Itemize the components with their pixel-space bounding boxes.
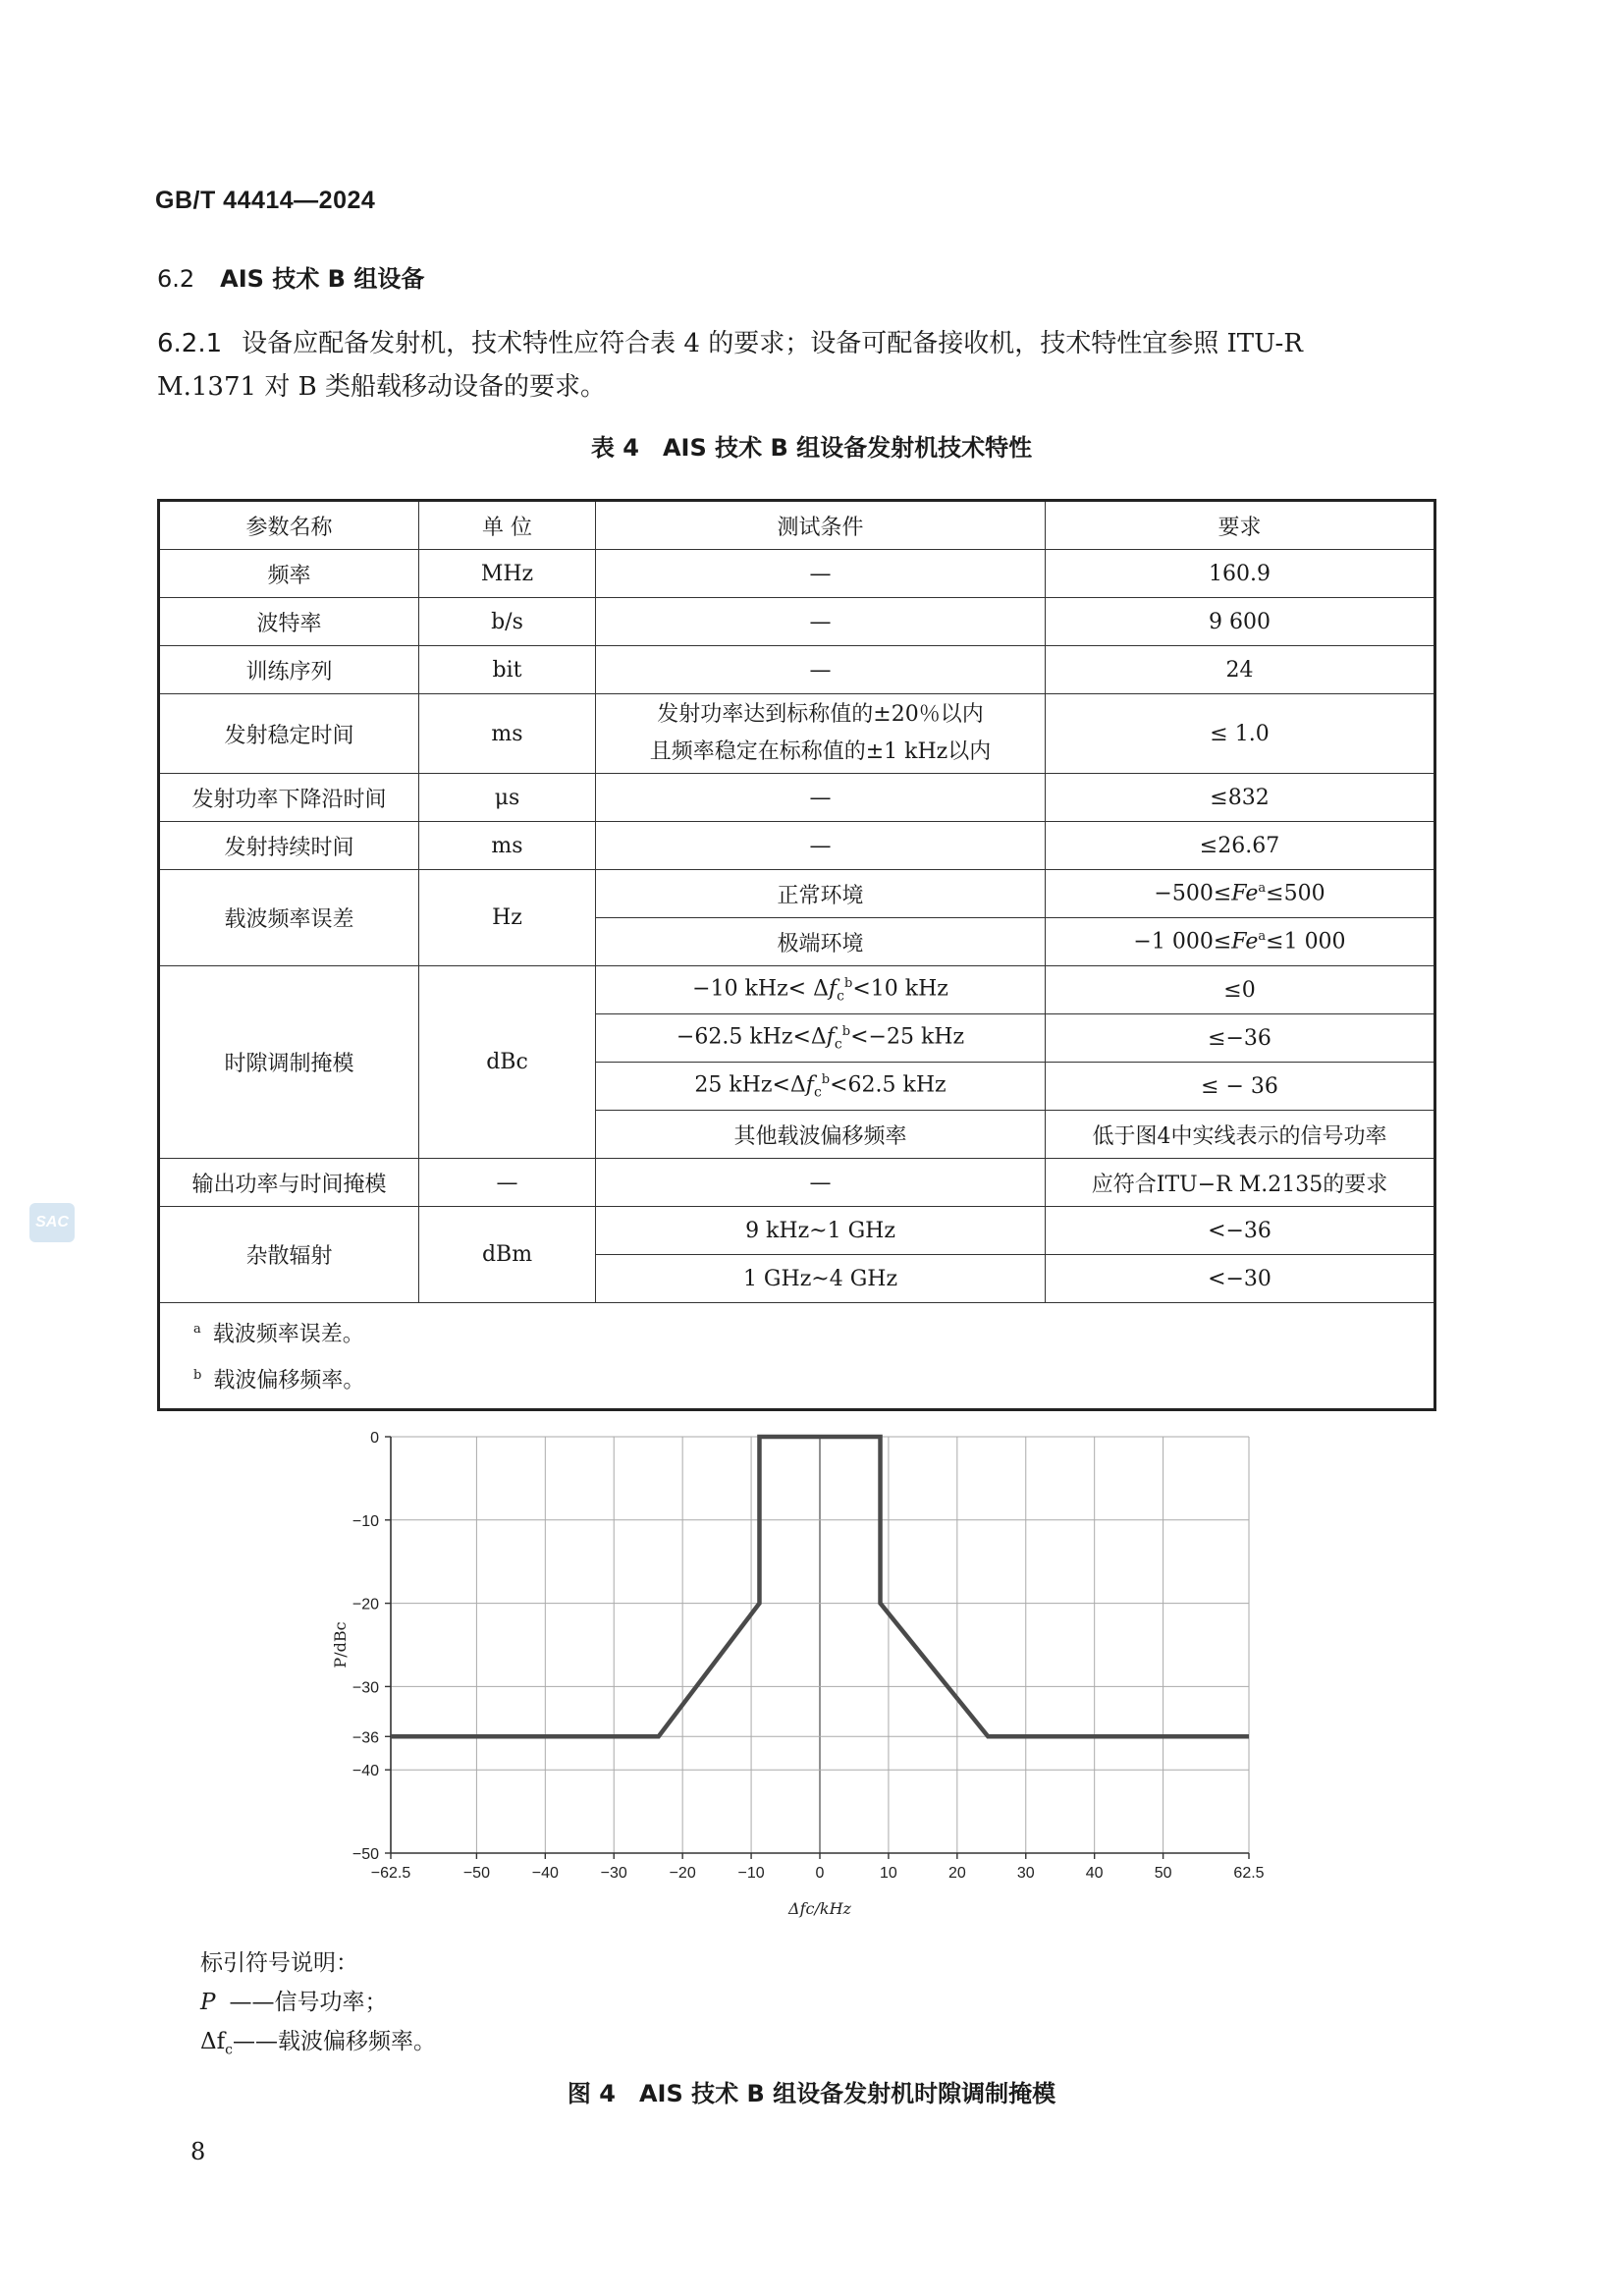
condition-line-2: 且频率稳定在标称值的±1 kHz以内 [649,739,992,764]
y-tick-label: −20 [352,1596,379,1613]
cell-param: 训练序列 [159,646,419,694]
cell-param: 发射稳定时间 [159,694,419,774]
legend-desc: ——载波偏移频率。 [232,2029,436,2054]
cell-unit: MHz [419,550,596,598]
header-condition: 测试条件 [596,501,1046,550]
x-tick-label: −40 [531,1865,559,1882]
x-tick-label: −50 [462,1865,490,1882]
table-row [159,694,1435,774]
cell-unit: ms [419,694,596,774]
table-row [159,646,1435,694]
header-param: 参数名称 [159,501,419,550]
table-row [159,822,1435,870]
cell-unit: — [419,1159,596,1207]
legend-desc: ——信号功率； [229,1990,388,2015]
cell-condition: −62.5 $kHz<\Delta f_c^b<-25$ kHz [596,1014,1046,1063]
clause-paragraph [157,322,1434,409]
cell-condition: 9 kHz~1 GHz [596,1207,1046,1255]
cell-param: 频率 [159,550,419,598]
cell-requirement: 9 600 [1046,598,1435,646]
cond-suffix: <62.5 kHz [830,1071,947,1097]
cell-unit: ms [419,822,596,870]
cell-requirement: ≤−36 [1046,1014,1435,1063]
y-axis-label: P/dBc [331,1621,350,1668]
cell-param: 发射功率下降沿时间 [159,774,419,822]
table-row [159,598,1435,646]
legend-item-dfc: $\Delta f_c——$载波偏移频率。 [200,2029,436,2058]
cell-requirement: 24 [1046,646,1435,694]
spec-table [157,499,1436,1411]
cell-requirement: $-500\le Fe^a\le 500$ [1046,870,1435,918]
cell-requirement: ≤ 1.0 [1046,694,1435,774]
section-number: 6.2 [157,265,195,293]
cell-requirement: ≤0 [1046,966,1435,1014]
cell-param: 载波频率误差 [159,870,419,966]
cell-param: 时隙调制掩模 [159,966,419,1159]
cond-prefix: −10 kHz< Δ [692,975,829,1001]
x-axis-label: Δfc/kHz [788,1899,851,1918]
y-tick-label: 0 [370,1430,379,1447]
note-text: 载波偏移频率。 [213,1368,365,1394]
cell-requirement: 低于图4中实线表示的信号功率 [1046,1111,1435,1159]
cell-condition: — [596,822,1046,870]
table-row [159,1207,1435,1255]
cell-condition: 25 $kHz<\Delta f_c^b<62.5$ kHz [596,1063,1046,1111]
table-notes-row [159,1303,1435,1410]
cell-requirement: ≤832 [1046,774,1435,822]
note-mark: a [193,1322,201,1337]
section-heading [157,259,424,294]
cell-condition: 正常环境 [596,870,1046,918]
req-prefix: −500≤ [1154,881,1232,906]
x-tick-label: 50 [1154,1865,1172,1882]
x-tick-label: −10 [737,1865,765,1882]
cell-condition: −10 $kHz< \Delta f_c^b<10$ kHz [596,966,1046,1014]
cell-condition: — [596,774,1046,822]
x-tick-label: 0 [815,1865,825,1882]
x-tick-label: 20 [947,1865,966,1882]
legend-title: 标引符号说明： [200,1950,358,1976]
y-tick-label: −40 [352,1763,379,1780]
x-tick-label: 40 [1085,1865,1104,1882]
x-tick-label: −30 [600,1865,627,1882]
mask-chart [324,1429,1296,1940]
cell-condition: — [596,1159,1046,1207]
cell-requirement: 160.9 [1046,550,1435,598]
sac-watermark: SAC [29,1203,75,1242]
cell-param: 发射持续时间 [159,822,419,870]
cell-unit: μs [419,774,596,822]
table-notes [159,1303,1435,1410]
cell-condition [596,694,1046,774]
x-tick-label: 62.5 [1233,1865,1265,1882]
legend-symbol: P [200,1990,216,2015]
x-tick-label: 10 [880,1865,897,1882]
cell-requirement: <−36 [1046,1207,1435,1255]
legend-item-p [200,1984,387,2016]
table-caption: 表 4 AIS 技术 B 组设备发射机技术特性 [590,434,1033,462]
x-tick-label: −20 [669,1865,696,1882]
table-row [159,966,1435,1014]
condition-line-1: 发射功率达到标称值的±20％以内 [657,702,984,727]
cell-requirement: ≤26.67 [1046,822,1435,870]
cell-condition: 极端环境 [596,918,1046,966]
req-prefix: −1 000≤ [1133,929,1232,955]
cell-requirement: −1 $000\le Fe^a\le 1$ 000 [1046,918,1435,966]
req-symbol: Fe [1231,929,1259,955]
note-mark: b [193,1368,202,1384]
header-unit: 单 位 [419,501,596,550]
cell-unit: Hz [419,870,596,966]
cell-unit: dBm [419,1207,596,1303]
cell-unit: b/s [419,598,596,646]
x-tick-label: 30 [1016,1865,1035,1882]
cond-suffix: <−25 kHz [850,1023,965,1049]
page-number: 8 [190,2138,206,2165]
cell-param: 杂散辐射 [159,1207,419,1303]
cell-condition: 其他载波偏移频率 [596,1111,1046,1159]
note-text: 载波频率误差。 [212,1322,364,1347]
y-tick-label: −50 [352,1846,379,1863]
table-header-row [159,501,1435,550]
document-id: GB/T 44414—2024 [155,187,376,214]
table-row [159,870,1435,918]
clause-number: 6.2.1 [157,329,223,358]
table-row [159,1159,1435,1207]
header-requirement: 要求 [1046,501,1435,550]
table-note [193,1355,1400,1401]
cell-requirement: ≤ − 36 [1046,1063,1435,1111]
legend-symbol: Δf [200,2029,226,2054]
cell-condition: 1 GHz~4 GHz [596,1255,1046,1303]
table-row [159,774,1435,822]
y-tick-label: −36 [352,1729,379,1747]
table-row [159,550,1435,598]
clause-line-2: M.1371 对 B 类船载移动设备的要求。 [157,372,606,402]
req-suffix: ≤1 000 [1266,929,1346,955]
cond-prefix: −62.5 kHz<Δ [676,1023,827,1049]
cell-requirement: <−30 [1046,1255,1435,1303]
cell-unit: dBc [419,966,596,1159]
clause-line-1: 设备应配备发射机，技术特性应符合表 4 的要求；设备可配备接收机，技术特性宜参照 ITU-R [242,329,1303,358]
cell-requirement: 应符合ITU−R M.2135的要求 [1046,1159,1435,1207]
cell-param: 输出功率与时间掩模 [159,1159,419,1207]
y-tick-label: −10 [352,1512,379,1530]
cell-unit: bit [419,646,596,694]
cell-param: 波特率 [159,598,419,646]
x-tick-label: −62.5 [370,1865,411,1882]
figure-caption: 图 4 AIS 技术 B 组设备发射机时隙调制掩模 [567,2080,1056,2107]
cell-condition: — [596,598,1046,646]
cell-condition: — [596,646,1046,694]
table-note [193,1309,1400,1355]
y-tick-label: −30 [352,1679,379,1697]
cond-prefix: 25 kHz<Δ [694,1071,806,1097]
section-title: AIS 技术 B 组设备 [220,265,425,293]
cell-condition: — [596,550,1046,598]
req-suffix: ≤500 [1266,881,1325,906]
cond-suffix: <10 kHz [852,975,948,1001]
req-symbol: Fe [1231,881,1259,906]
